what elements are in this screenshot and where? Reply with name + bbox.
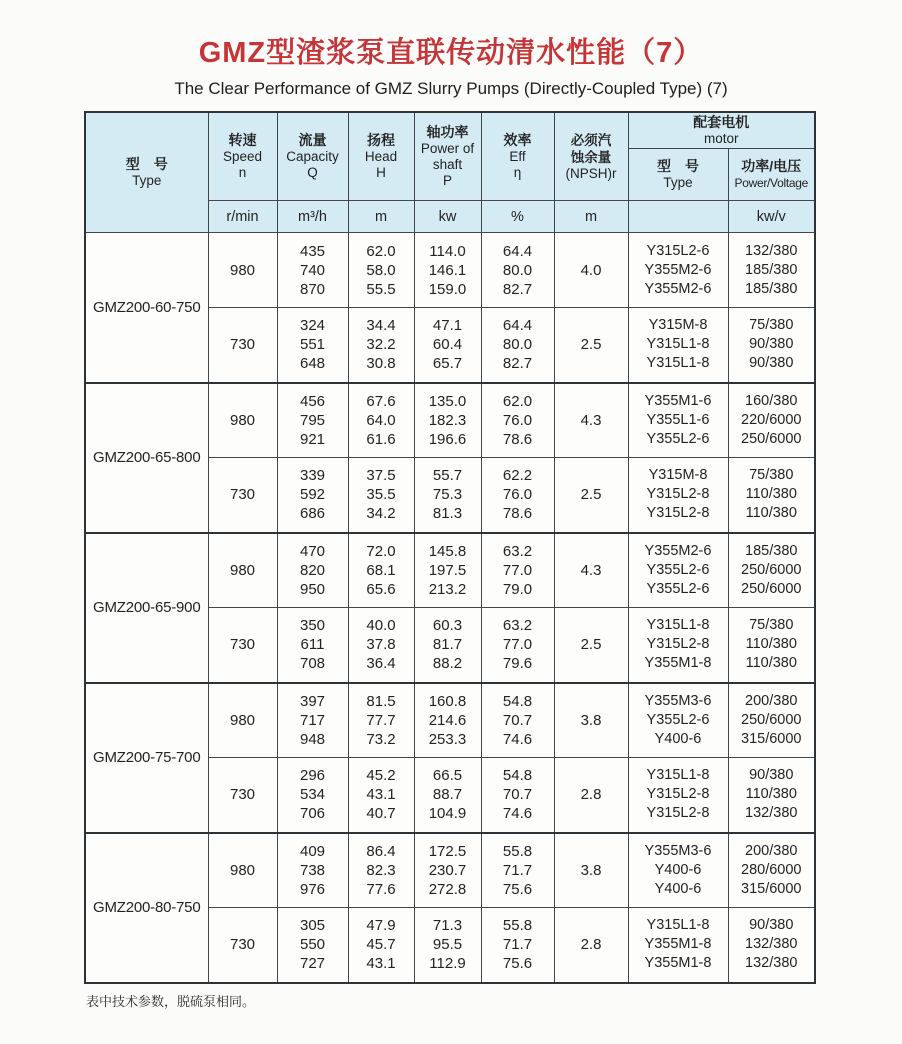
head-cell (348, 608, 414, 683)
efficiency-cell-value: 75.6 (502, 880, 533, 898)
header-type-en: Type (132, 173, 162, 188)
efficiency-cell-value: 64.4 (502, 317, 533, 335)
shaft-power-cell-value: 81.3 (432, 505, 463, 523)
efficiency-cell (481, 608, 554, 683)
head-cell-value: 81.5 (366, 692, 396, 710)
shaft-power-cell (414, 533, 481, 608)
motor-power-cell-value: 75/380 (749, 467, 794, 484)
capacity-cell (277, 383, 348, 458)
npsh-cell: 2.5 (554, 608, 628, 683)
motor-power-cell-value: 110/380 (745, 786, 797, 803)
header-head: 扬程 Head H (348, 112, 414, 201)
motor-power-cell-value: 220/6000 (741, 411, 802, 428)
motor-power-cell-value: 185/380 (745, 261, 798, 278)
capacity-cell (277, 758, 348, 833)
capacity-cell-value: 820 (299, 561, 326, 579)
shaft-power-cell-value: 66.5 (432, 767, 463, 785)
head-cell-value: 43.1 (366, 786, 396, 804)
capacity-cell-value: 706 (299, 805, 326, 823)
capacity-cell (277, 533, 348, 608)
document-page (0, 30, 902, 1044)
shaft-power-cell-value: 88.7 (432, 786, 463, 804)
efficiency-cell-value: 80.0 (502, 261, 533, 279)
motor-power-cell-value: 90/380 (749, 917, 794, 934)
shaft-power-cell (414, 308, 481, 383)
header-efficiency: 效率 Eff η (481, 112, 554, 201)
motor-type-cell-value: Y355L2-6 (646, 580, 710, 597)
efficiency-cell (481, 308, 554, 383)
capacity-cell-value: 686 (299, 505, 326, 523)
shaft-power-cell-value: 272.8 (428, 880, 467, 898)
motor-type-cell (628, 683, 728, 758)
motor-type-cell-value: Y355L1-6 (646, 411, 710, 428)
data-row (85, 533, 815, 608)
motor-power-cell-value: 75/380 (749, 617, 794, 634)
performance-table (84, 111, 816, 984)
npsh-cell: 2.8 (554, 758, 628, 833)
motor-power-cell-value: 185/380 (745, 280, 798, 297)
capacity-cell-value: 950 (299, 580, 326, 598)
motor-type-cell-value: Y315L2-8 (646, 636, 710, 653)
motor-power-cell-value: 200/380 (745, 842, 798, 859)
head-cell-value: 34.2 (366, 505, 396, 523)
motor-power-cell-value: 200/380 (745, 692, 798, 709)
head-cell (348, 758, 414, 833)
capacity-cell-value: 456 (299, 392, 326, 410)
motor-power-cell-value: 90/380 (749, 355, 794, 372)
shaft-power-cell (414, 458, 481, 533)
capacity-cell-value: 296 (299, 767, 326, 785)
npsh-cell: 3.8 (554, 683, 628, 758)
capacity-cell (277, 833, 348, 908)
efficiency-cell (481, 833, 554, 908)
shaft-power-cell-value: 135.0 (428, 392, 467, 410)
motor-type-cell (628, 383, 728, 458)
motor-type-cell-value: Y355M1-6 (644, 392, 712, 409)
motor-type-cell-value: Y355M3-6 (644, 842, 712, 859)
motor-power-cell-value: 315/6000 (741, 880, 802, 897)
unit-capacity: m³/h (277, 201, 348, 233)
motor-type-cell-value: Y315M-8 (648, 467, 708, 484)
motor-power-cell-value: 250/6000 (741, 711, 802, 728)
motor-type-cell-value: Y400-6 (654, 730, 702, 747)
efficiency-cell-value: 63.2 (502, 617, 533, 635)
npsh-cell: 4.3 (554, 383, 628, 458)
motor-power-cell-value: 160/380 (745, 392, 798, 409)
efficiency-cell-value: 62.2 (502, 467, 533, 485)
head-cell (348, 683, 414, 758)
efficiency-cell-value: 82.7 (502, 355, 533, 373)
head-cell-value: 43.1 (366, 955, 396, 973)
shaft-power-cell-value: 146.1 (428, 261, 467, 279)
header-motor: 配套电机 motor (628, 112, 815, 149)
table-body (85, 233, 815, 983)
head-cell-value: 64.0 (366, 411, 396, 429)
motor-type-cell-value: Y400-6 (654, 861, 702, 878)
unit-speed: r/min (208, 201, 277, 233)
efficiency-cell-value: 77.0 (502, 561, 533, 579)
efficiency-cell-value: 64.4 (502, 242, 533, 260)
capacity-cell-value: 551 (299, 336, 326, 354)
unit-head: m (348, 201, 414, 233)
efficiency-cell-value: 62.0 (502, 392, 533, 410)
motor-power-cell-value: 250/6000 (741, 430, 802, 447)
capacity-cell-value: 592 (299, 486, 326, 504)
motor-power-cell-value: 90/380 (749, 767, 794, 784)
unit-npsh: m (554, 201, 628, 233)
head-cell-value: 40.7 (366, 805, 396, 823)
efficiency-cell-value: 76.0 (502, 486, 533, 504)
head-cell (348, 833, 414, 908)
head-cell-value: 34.4 (366, 317, 396, 335)
npsh-cell: 3.8 (554, 833, 628, 908)
motor-type-cell-value: Y355M2-6 (644, 261, 712, 278)
data-row (85, 683, 815, 758)
capacity-cell (277, 908, 348, 983)
pump-model-cell: GMZ200-80-750 (85, 833, 208, 983)
capacity-cell-value: 470 (299, 542, 326, 560)
motor-type-cell-value: Y355M2-6 (644, 280, 712, 297)
head-cell-value: 37.5 (366, 467, 396, 485)
header-shaft-power: 轴功率 Power of shaft P (414, 112, 481, 201)
shaft-power-cell-value: 88.2 (432, 655, 463, 673)
npsh-cell: 2.8 (554, 908, 628, 983)
head-cell-value: 77.7 (366, 711, 396, 729)
capacity-cell-value: 611 (300, 636, 325, 654)
speed-cell: 980 (208, 683, 277, 758)
efficiency-cell-value: 71.7 (502, 936, 533, 954)
motor-type-cell-value: Y315L1-8 (646, 767, 710, 784)
shaft-power-cell-value: 60.3 (432, 617, 463, 635)
capacity-cell-value: 397 (299, 692, 326, 710)
capacity-cell-value: 976 (299, 880, 326, 898)
motor-type-cell-value: Y355M1-8 (644, 936, 712, 953)
shaft-power-cell-value: 172.5 (428, 842, 467, 860)
head-cell-value: 62.0 (366, 242, 396, 260)
shaft-power-cell (414, 383, 481, 458)
motor-type-cell (628, 533, 728, 608)
efficiency-cell-value: 54.8 (502, 767, 533, 785)
motor-power-cell-value: 75/380 (749, 317, 794, 334)
motor-power-cell-value: 132/380 (745, 936, 798, 953)
header-type (85, 112, 208, 233)
shaft-power-cell-value: 112.9 (429, 955, 466, 973)
capacity-cell-value: 738 (299, 861, 326, 879)
header-motor-power: 功率/电压 Power/Voltage (728, 149, 815, 201)
efficiency-cell (481, 458, 554, 533)
unit-motor-type (628, 201, 728, 233)
motor-power-cell (728, 308, 815, 383)
shaft-power-cell-value: 114.0 (429, 242, 466, 260)
capacity-cell-value: 648 (299, 355, 326, 373)
shaft-power-cell (414, 233, 481, 308)
speed-cell: 730 (208, 758, 277, 833)
head-cell-value: 32.2 (366, 336, 396, 354)
efficiency-cell-value: 63.2 (502, 542, 533, 560)
motor-power-cell-value: 132/380 (745, 805, 798, 822)
shaft-power-cell-value: 213.2 (428, 580, 467, 598)
capacity-cell-value: 717 (299, 711, 326, 729)
motor-power-cell (728, 683, 815, 758)
speed-cell: 730 (208, 608, 277, 683)
motor-power-cell-value: 132/380 (745, 242, 798, 259)
motor-type-cell (628, 758, 728, 833)
capacity-cell-value: 409 (299, 842, 326, 860)
shaft-power-cell-value: 197.5 (428, 561, 467, 579)
head-cell-value: 82.3 (366, 861, 396, 879)
capacity-cell (277, 233, 348, 308)
unit-eff: % (481, 201, 554, 233)
motor-type-cell (628, 608, 728, 683)
shaft-power-cell-value: 182.3 (428, 411, 467, 429)
motor-type-cell-value: Y315L2-6 (646, 242, 710, 259)
motor-power-cell-value: 110/380 (745, 655, 797, 672)
head-cell-value: 73.2 (366, 730, 396, 748)
motor-type-cell-value: Y355M1-8 (644, 955, 712, 972)
motor-type-cell-value: Y355L2-6 (646, 430, 710, 447)
head-cell-value: 68.1 (366, 561, 396, 579)
head-cell-value: 72.0 (366, 542, 396, 560)
efficiency-cell-value: 55.8 (502, 917, 533, 935)
capacity-cell-value: 870 (299, 280, 326, 298)
motor-type-cell-value: Y400-6 (654, 880, 702, 897)
motor-type-cell (628, 458, 728, 533)
motor-power-cell-value: 110/380 (745, 486, 797, 503)
motor-power-cell-value: 250/6000 (741, 561, 802, 578)
head-cell (348, 233, 414, 308)
capacity-cell-value: 435 (299, 242, 326, 260)
header-npsh: 必须汽 蚀余量 (NPSH)r (554, 112, 628, 201)
motor-type-cell-value: Y355M3-6 (644, 692, 712, 709)
page-subtitle: The Clear Performance of GMZ Slurry Pumps (Directly-Coupled Type) (7) (174, 79, 728, 98)
shaft-power-cell-value: 47.1 (432, 317, 463, 335)
shaft-power-cell (414, 833, 481, 908)
pump-model-cell: GMZ200-75-700 (85, 683, 208, 833)
capacity-cell-value: 948 (299, 730, 326, 748)
head-cell-value: 65.6 (366, 580, 396, 598)
efficiency-cell-value: 80.0 (502, 336, 533, 354)
capacity-cell-value: 534 (299, 786, 326, 804)
npsh-cell: 4.0 (554, 233, 628, 308)
page-title: GMZ型渣浆泵直联传动清水性能（7） (198, 37, 704, 69)
capacity-cell-value: 708 (299, 655, 326, 673)
head-cell-value: 45.7 (366, 936, 396, 954)
shaft-power-cell-value: 95.5 (432, 936, 463, 954)
head-cell-value: 47.9 (366, 917, 396, 935)
header-speed: 转速 Speed n (208, 112, 277, 201)
capacity-cell (277, 308, 348, 383)
motor-type-cell-value: Y315M-8 (648, 317, 708, 334)
head-cell-value: 35.5 (366, 486, 396, 504)
shaft-power-cell-value: 60.4 (432, 336, 463, 354)
efficiency-cell (481, 758, 554, 833)
motor-type-cell-value: Y315L2-8 (646, 505, 710, 522)
capacity-cell-value: 305 (299, 917, 326, 935)
header-motor-type: 型 号 Type (628, 149, 728, 201)
motor-type-cell-value: Y355M2-6 (644, 542, 712, 559)
motor-power-cell (728, 758, 815, 833)
head-cell-value: 40.0 (366, 617, 396, 635)
motor-power-cell-value: 110/380 (745, 636, 797, 653)
efficiency-cell-value: 79.6 (502, 655, 533, 673)
motor-power-cell-value: 315/6000 (741, 730, 802, 747)
shaft-power-cell-value: 159.0 (428, 280, 467, 298)
shaft-power-cell-value: 81.7 (432, 636, 463, 654)
shaft-power-cell-value: 230.7 (428, 861, 467, 879)
head-cell-value: 37.8 (366, 636, 396, 654)
head-cell-value: 67.6 (366, 392, 396, 410)
efficiency-cell-value: 70.7 (502, 786, 533, 804)
capacity-cell-value: 795 (299, 411, 326, 429)
motor-power-cell (728, 908, 815, 983)
motor-type-cell-value: Y315L2-8 (646, 805, 710, 822)
head-cell (348, 308, 414, 383)
motor-type-cell-value: Y355L2-6 (646, 711, 710, 728)
efficiency-cell (481, 233, 554, 308)
motor-type-cell-value: Y355M1-8 (644, 655, 712, 672)
head-cell-value: 77.6 (366, 880, 396, 898)
head-cell-value: 45.2 (366, 767, 396, 785)
head-cell-value: 58.0 (366, 261, 396, 279)
motor-type-cell-value: Y355L2-6 (646, 561, 710, 578)
motor-type-cell-value: Y315L1-8 (646, 917, 710, 934)
shaft-power-cell (414, 908, 481, 983)
motor-type-cell-value: Y315L1-8 (646, 355, 710, 372)
motor-power-cell-value: 90/380 (749, 336, 794, 353)
efficiency-cell (481, 683, 554, 758)
motor-type-cell (628, 308, 728, 383)
shaft-power-cell-value: 145.8 (428, 542, 467, 560)
capacity-cell-value: 727 (299, 955, 326, 973)
shaft-power-cell-value: 196.6 (428, 430, 467, 448)
shaft-power-cell (414, 758, 481, 833)
speed-cell: 980 (208, 233, 277, 308)
motor-power-cell (728, 833, 815, 908)
shaft-power-cell-value: 71.3 (432, 917, 463, 935)
efficiency-cell-value: 74.6 (502, 730, 533, 748)
motor-type-cell-value: Y315L1-8 (646, 617, 710, 634)
motor-power-cell-value: 110/380 (745, 505, 797, 522)
head-cell (348, 908, 414, 983)
speed-cell: 730 (208, 458, 277, 533)
capacity-cell-value: 324 (299, 317, 326, 335)
head-cell-value: 36.4 (366, 655, 396, 673)
unit-motor-power: kw/v (728, 201, 815, 233)
motor-power-cell (728, 233, 815, 308)
shaft-power-cell (414, 683, 481, 758)
efficiency-cell (481, 533, 554, 608)
capacity-cell-value: 550 (299, 936, 326, 954)
head-cell-value: 30.8 (366, 355, 396, 373)
capacity-cell-value: 350 (299, 617, 326, 635)
efficiency-cell-value: 75.6 (502, 955, 533, 973)
speed-cell: 980 (208, 383, 277, 458)
npsh-cell: 2.5 (554, 308, 628, 383)
motor-power-cell-value: 185/380 (745, 542, 798, 559)
data-row (85, 833, 815, 908)
efficiency-cell-value: 76.0 (502, 411, 533, 429)
motor-power-cell-value: 280/6000 (741, 861, 802, 878)
npsh-cell: 4.3 (554, 533, 628, 608)
pump-model-cell: GMZ200-60-750 (85, 233, 208, 383)
motor-power-cell-value: 132/380 (745, 955, 798, 972)
motor-type-cell-value: Y315L2-8 (646, 786, 710, 803)
shaft-power-cell-value: 75.3 (432, 486, 463, 504)
capacity-cell-value: 921 (299, 430, 326, 448)
table-header (85, 112, 815, 233)
motor-power-cell-value: 250/6000 (741, 580, 802, 597)
npsh-cell: 2.5 (554, 458, 628, 533)
head-cell-value: 61.6 (366, 430, 396, 448)
header-capacity: 流量 Capacity Q (277, 112, 348, 201)
speed-cell: 980 (208, 833, 277, 908)
efficiency-cell-value: 82.7 (502, 280, 533, 298)
data-row (85, 233, 815, 308)
motor-power-cell (728, 383, 815, 458)
capacity-cell-value: 740 (299, 261, 326, 279)
efficiency-cell-value: 71.7 (502, 861, 533, 879)
shaft-power-cell-value: 55.7 (432, 467, 463, 485)
head-cell-value: 86.4 (366, 842, 396, 860)
header-type-zh: 型 号 (125, 156, 168, 172)
motor-power-cell (728, 608, 815, 683)
head-cell (348, 458, 414, 533)
efficiency-cell-value: 77.0 (502, 636, 533, 654)
pump-model-cell: GMZ200-65-900 (85, 533, 208, 683)
motor-type-cell (628, 908, 728, 983)
capacity-cell-value: 339 (299, 467, 326, 485)
shaft-power-cell-value: 253.3 (428, 730, 467, 748)
unit-power: kw (414, 201, 481, 233)
efficiency-cell (481, 383, 554, 458)
efficiency-cell-value: 79.0 (502, 580, 533, 598)
efficiency-cell (481, 908, 554, 983)
head-cell (348, 383, 414, 458)
shaft-power-cell (414, 608, 481, 683)
motor-power-cell (728, 533, 815, 608)
efficiency-cell-value: 78.6 (502, 505, 533, 523)
head-cell-value: 55.5 (366, 280, 396, 298)
speed-cell: 980 (208, 533, 277, 608)
efficiency-cell-value: 55.8 (502, 842, 533, 860)
speed-cell: 730 (208, 908, 277, 983)
capacity-cell (277, 608, 348, 683)
motor-type-cell (628, 233, 728, 308)
head-cell (348, 533, 414, 608)
motor-type-cell (628, 833, 728, 908)
motor-type-cell-value: Y315L2-8 (646, 486, 710, 503)
capacity-cell (277, 683, 348, 758)
motor-type-cell-value: Y315L1-8 (646, 336, 710, 353)
footnote: 表中技术参数，脱硫泵相同。 (86, 993, 256, 1009)
pump-model-cell: GMZ200-65-800 (85, 383, 208, 533)
efficiency-cell-value: 74.6 (502, 805, 533, 823)
capacity-cell (277, 458, 348, 533)
efficiency-cell-value: 78.6 (502, 430, 533, 448)
efficiency-cell-value: 54.8 (502, 692, 533, 710)
motor-power-cell (728, 458, 815, 533)
efficiency-cell-value: 70.7 (502, 711, 533, 729)
data-row (85, 383, 815, 458)
speed-cell: 730 (208, 308, 277, 383)
shaft-power-cell-value: 104.9 (428, 805, 467, 823)
shaft-power-cell-value: 214.6 (428, 711, 467, 729)
shaft-power-cell-value: 65.7 (432, 355, 463, 373)
shaft-power-cell-value: 160.8 (428, 692, 467, 710)
